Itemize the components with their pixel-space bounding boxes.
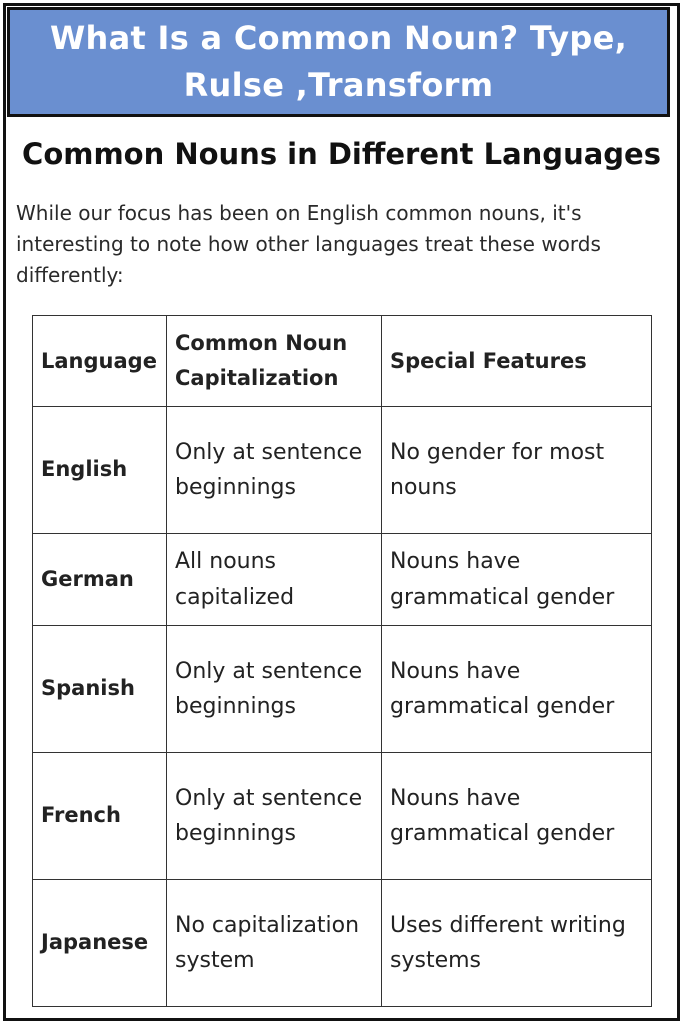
language-cell: English bbox=[33, 407, 167, 534]
language-cell: Japanese bbox=[33, 880, 167, 1007]
capitalization-cell: No capitalization system bbox=[167, 880, 382, 1007]
section-heading: Common Nouns in Different Languages bbox=[22, 137, 661, 171]
table-row bbox=[33, 534, 652, 626]
language-cell: French bbox=[33, 753, 167, 880]
language-cell: German bbox=[33, 534, 167, 626]
table-row bbox=[33, 407, 652, 534]
features-cell: No gender for most nouns bbox=[382, 407, 652, 534]
table-row bbox=[33, 626, 652, 753]
features-cell: Uses different writing systems bbox=[382, 880, 652, 1007]
table-row bbox=[33, 753, 652, 880]
language-cell: Spanish bbox=[33, 626, 167, 753]
intro-paragraph: While our focus has been on English common nouns, it's interesting to note how other languages treat these words differently: bbox=[16, 201, 601, 287]
languages-table bbox=[32, 315, 652, 1007]
title-banner bbox=[7, 7, 670, 117]
table-row bbox=[33, 880, 652, 1007]
page-title: What Is a Common Noun? Type, Rulse ,Transform bbox=[49, 19, 628, 104]
header-language: Language bbox=[33, 316, 167, 407]
features-cell: Nouns have grammatical gender bbox=[382, 626, 652, 753]
features-cell: Nouns have grammatical gender bbox=[382, 753, 652, 880]
capitalization-cell: Only at sentence beginnings bbox=[167, 626, 382, 753]
header-capitalization: Common Noun Capitalization bbox=[167, 316, 382, 407]
capitalization-cell: All nouns capitalized bbox=[167, 534, 382, 626]
capitalization-cell: Only at sentence beginnings bbox=[167, 753, 382, 880]
features-cell: Nouns have grammatical gender bbox=[382, 534, 652, 626]
capitalization-cell: Only at sentence beginnings bbox=[167, 407, 382, 534]
table-header-row bbox=[33, 316, 652, 407]
header-special-features: Special Features bbox=[382, 316, 652, 407]
